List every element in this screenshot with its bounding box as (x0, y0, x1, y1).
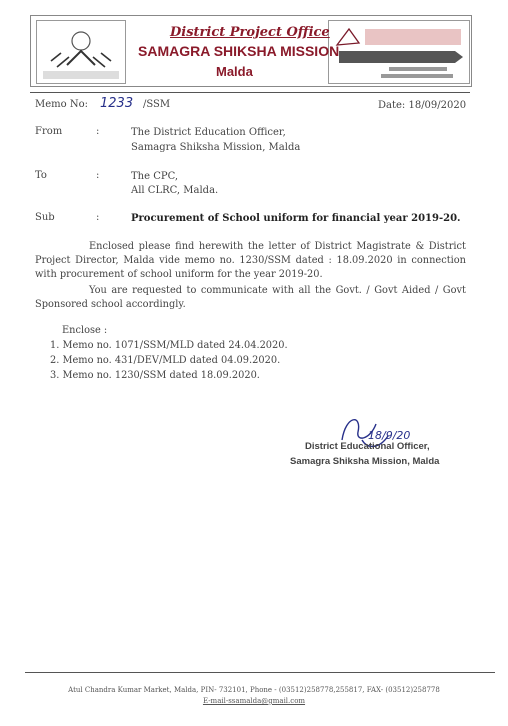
header-divider (30, 92, 470, 93)
memo-suffix: /SSM (143, 99, 171, 110)
body-paragraph-2: You are requested to communicate with all the Govt. / Govt Aided / Govt Sponsored school accordingly. (35, 285, 466, 310)
footer-address: Atul Chandra Kumar Market, Malda, PIN- 732101, Phone - (03512)258778,255817, FAX- (03512)258778 (68, 686, 440, 694)
enclose-label: Enclose : (62, 325, 108, 336)
memo-label: Memo No: (35, 99, 88, 110)
subject-label: Sub (35, 212, 55, 223)
enclose-item: 1. Memo no. 1071/SSM/MLD dated 24.04.2020. (50, 340, 288, 351)
to-label: To (35, 170, 47, 181)
signatory-title: District Educational Officer, (305, 441, 430, 452)
right-to-education-logo (328, 20, 470, 84)
footer-email[interactable]: E-mail-ssamalda@gmail.com (202, 697, 306, 705)
footer-divider (25, 672, 495, 673)
to-line-1: The CPC, (131, 171, 179, 182)
district-title: Malda (216, 64, 253, 79)
signature-date: 18/9/20 (368, 429, 411, 442)
enclose-item: 2. Memo no. 431/DEV/MLD dated 04.09.2020. (50, 355, 281, 366)
subject-text: Procurement of School uniform for financial year 2019-20. (131, 213, 461, 224)
mission-title: SAMAGRA SHIKSHA MISSION (138, 43, 340, 59)
from-label: From (35, 126, 63, 137)
enclose-item: 3. Memo no. 1230/SSM dated 18.09.2020. (50, 370, 260, 381)
to-line-2: All CLRC, Malda. (131, 185, 219, 196)
samagra-logo (36, 20, 126, 84)
memo-number: 1233 (100, 96, 134, 111)
from-line-1: The District Education Officer, (131, 127, 286, 138)
from-line-2: Samagra Shiksha Mission, Malda (131, 142, 301, 153)
to-colon: : (96, 170, 100, 181)
office-title: District Project Office (170, 25, 330, 40)
body-paragraph-1: Enclosed please find herewith the letter of District Magistrate & District Project Director, Malda vide memo no. 1230/SSM dated : 18.09.2020 in connection with procurement of school uniform for the year 2019-20. (35, 241, 466, 280)
signatory-office: Samagra Shiksha Mission, Malda (290, 456, 440, 467)
memo-date: Date: 18/09/2020 (378, 100, 467, 111)
from-colon: : (96, 126, 100, 137)
subject-colon: : (96, 212, 100, 223)
